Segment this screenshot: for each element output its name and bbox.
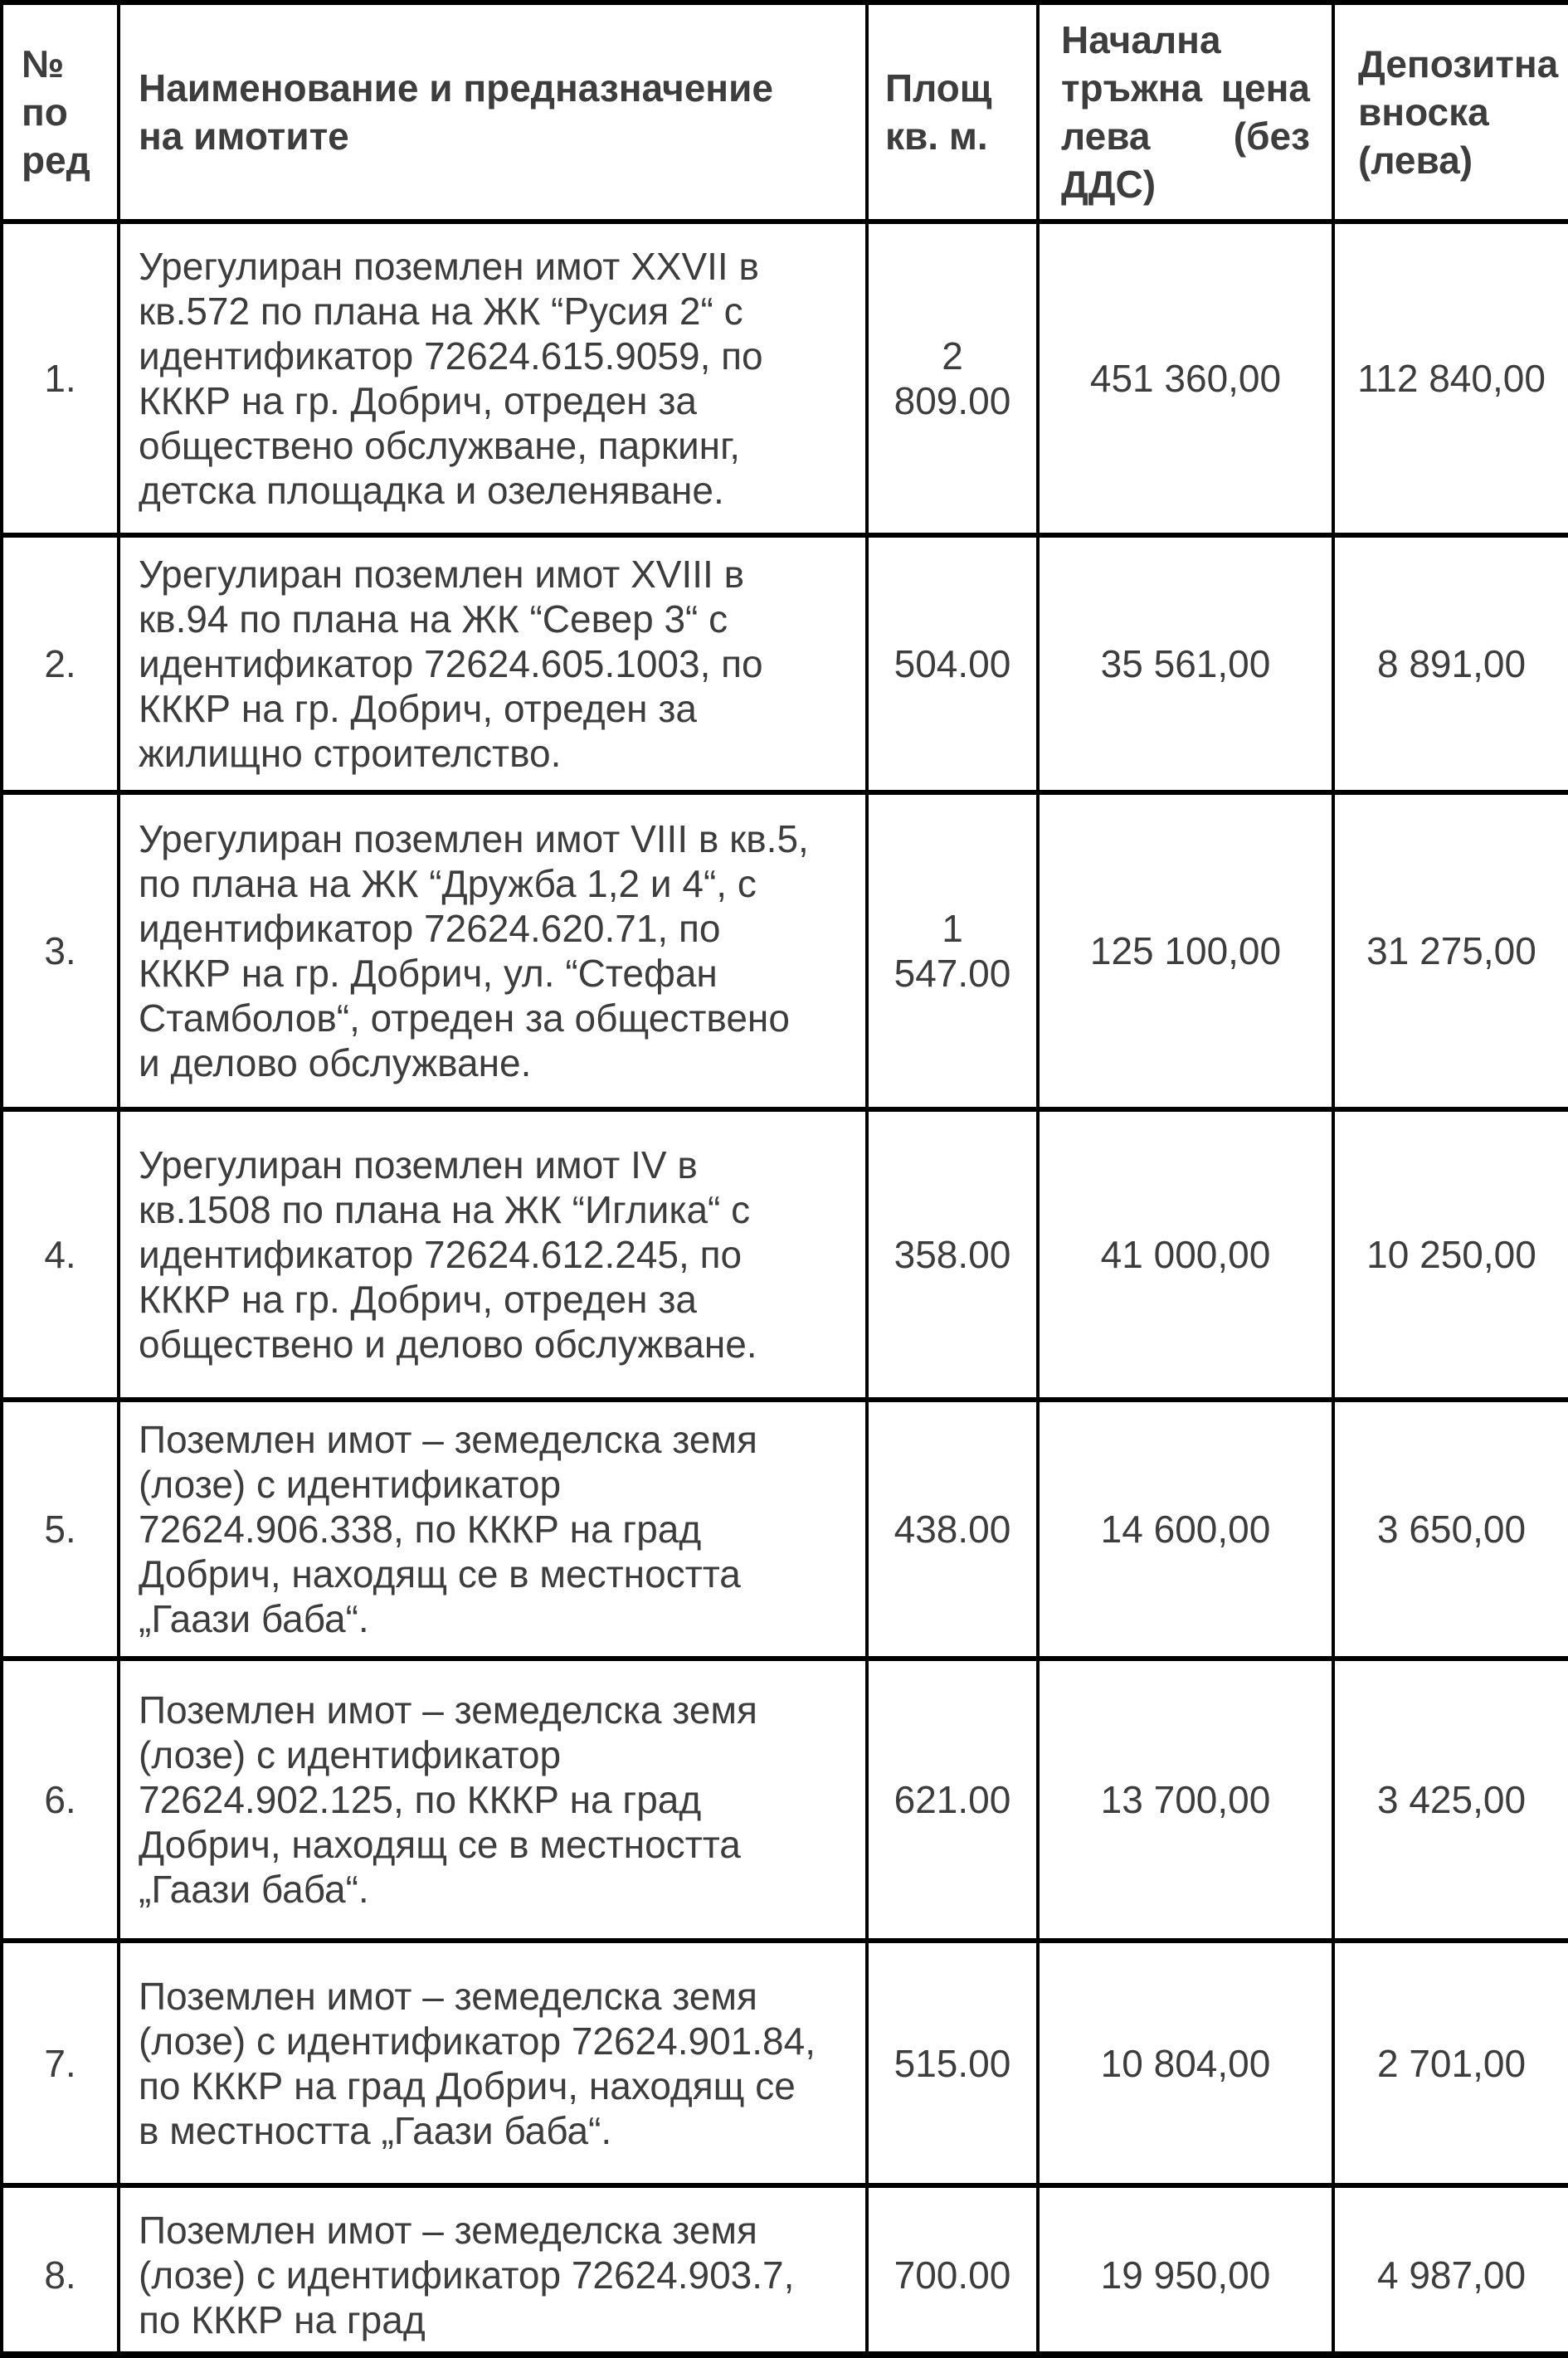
row-number-cell: 5. — [2, 1400, 119, 1659]
starting-price-cell: 125 100,00 — [1038, 792, 1333, 1109]
property-description-cell: Урегулиран поземлен имот XXVII в кв.572 по плана на ЖК “Русия 2“ с идентификатор 72624.615.9059, по КККР на гр. Добрич, отреден за обществено обслужване, паркинг, детска площадка и озеленяване. — [119, 222, 867, 535]
table-row-6 — [2, 1659, 1568, 1941]
starting-price-cell: 19 950,00 — [1038, 2185, 1333, 2358]
area-cell: 358.00 — [867, 1109, 1038, 1400]
starting-price-cell: 14 600,00 — [1038, 1400, 1333, 1659]
starting-price-cell: 451 360,00 — [1038, 222, 1333, 535]
deposit-cell: 8 891,00 — [1333, 535, 1568, 792]
row-number-cell: 2. — [2, 535, 119, 792]
table-header-row — [2, 2, 1568, 222]
starting-price-cell: 41 000,00 — [1038, 1109, 1333, 1400]
starting-price-cell: 35 561,00 — [1038, 535, 1333, 792]
header-starting-price: Начална тръжна цена лева (без ДДС) — [1038, 2, 1333, 222]
property-description-cell: Урегулиран поземлен имот IV в кв.1508 по плана на ЖК “Иглика“ с идентификатор 72624.612.245, по КККР на гр. Добрич, отреден за обществено и делово обслужване. — [119, 1109, 867, 1400]
header-property-name: Наименование и предназначение на имотите — [119, 2, 867, 222]
deposit-cell: 10 250,00 — [1333, 1109, 1568, 1400]
page-bottom-edge — [0, 2351, 1568, 2358]
row-number-cell: 4. — [2, 1109, 119, 1400]
starting-price-cell: 13 700,00 — [1038, 1659, 1333, 1941]
deposit-cell: 3 650,00 — [1333, 1400, 1568, 1659]
property-description-cell: Поземлен имот – земеделска земя (лозе) с идентификатор 72624.902.125, по КККР на град Добрич, находящ се в местността „Гаази баба“. — [119, 1659, 867, 1941]
table-row-7 — [2, 1941, 1568, 2185]
property-description-cell: Поземлен имот – земеделска земя (лозе) с идентификатор 72624.906.338, по КККР на град Добрич, находящ се в местността „Гаази баба“. — [119, 1400, 867, 1659]
deposit-cell: 2 701,00 — [1333, 1941, 1568, 2185]
row-number-cell: 1. — [2, 222, 119, 535]
row-number-cell: 6. — [2, 1659, 119, 1941]
deposit-cell: 4 987,00 — [1333, 2185, 1568, 2358]
area-cell: 2 809.00 — [867, 222, 1038, 535]
row-number-cell: 7. — [2, 1941, 119, 2185]
area-cell: 438.00 — [867, 1400, 1038, 1659]
property-description-cell: Поземлен имот – земеделска земя (лозе) с идентификатор 72624.901.84, по КККР на град Добрич, находящ се в местността „Гаази баба“. — [119, 1941, 867, 2185]
header-row-number: № по ред — [2, 2, 119, 222]
starting-price-cell: 10 804,00 — [1038, 1941, 1333, 2185]
row-number-cell: 8. — [2, 2185, 119, 2358]
deposit-cell: 3 425,00 — [1333, 1659, 1568, 1941]
deposit-cell: 112 840,00 — [1333, 222, 1568, 535]
table-row-8 — [2, 2185, 1568, 2358]
table-row-2 — [2, 535, 1568, 792]
area-cell: 621.00 — [867, 1659, 1038, 1941]
area-cell: 504.00 — [867, 535, 1038, 792]
header-deposit: Депозитна вноска (лева) — [1333, 2, 1568, 222]
area-cell: 515.00 — [867, 1941, 1038, 2185]
area-cell: 700.00 — [867, 2185, 1038, 2358]
header-area: Площ кв. м. — [867, 2, 1038, 222]
table-row-4 — [2, 1109, 1568, 1400]
property-description-cell: Урегулиран поземлен имот XVIII в кв.94 по плана на ЖК “Север 3“ с идентификатор 72624.605.1003, по КККР на гр. Добрич, отреден за жилищно строителство. — [119, 535, 867, 792]
deposit-cell: 31 275,00 — [1333, 792, 1568, 1109]
table-row-3 — [2, 792, 1568, 1109]
property-description-cell: Поземлен имот – земеделска земя (лозе) с идентификатор 72624.903.7, по КККР на град — [119, 2185, 867, 2358]
table-row-5 — [2, 1400, 1568, 1659]
property-description-cell: Урегулиран поземлен имот VIII в кв.5, по плана на ЖК “Дружба 1,2 и 4“, с идентификатор 72624.620.71, по КККР на гр. Добрич, ул. “Стефан Стамболов“, отреден за обществено и делово обслужване. — [119, 792, 867, 1109]
table-row-1 — [2, 222, 1568, 535]
area-cell: 1 547.00 — [867, 792, 1038, 1109]
row-number-cell: 3. — [2, 792, 119, 1109]
